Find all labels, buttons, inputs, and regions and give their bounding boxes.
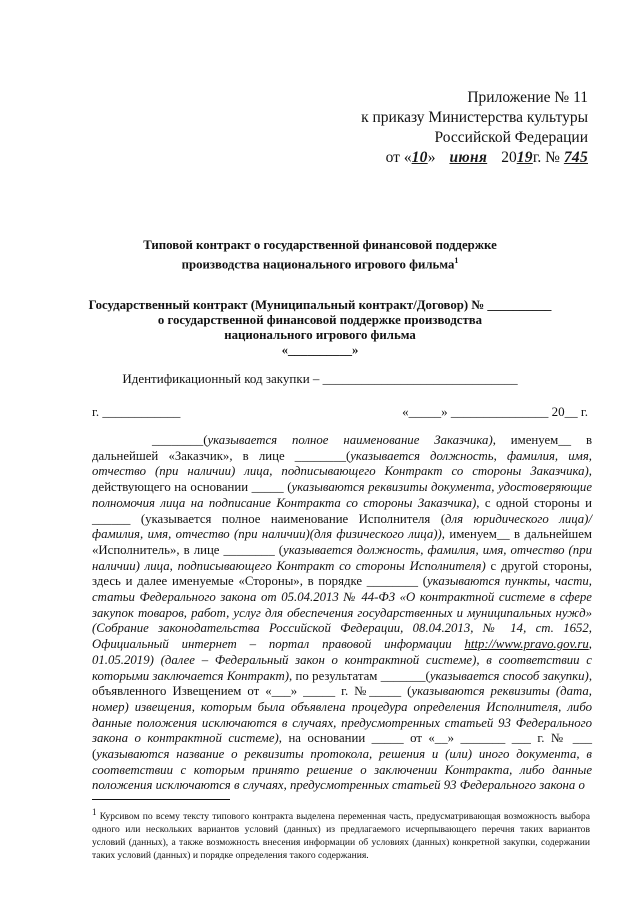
preamble-part-4: указывается должность, фамилия, имя, отчество (при наличии) лица, подписывающего Контракт со стороны Заказчика) xyxy=(92,448,592,479)
footnote-divider xyxy=(92,799,230,800)
preamble-part-2: указывается полное наименование Заказчика) xyxy=(207,433,493,447)
appendix-block xyxy=(288,88,588,168)
title-line-2-wrap xyxy=(0,253,640,272)
appendix-order: к приказу Министерства культуры xyxy=(361,109,588,126)
appendix-number: Приложение № 11 xyxy=(467,89,588,106)
preamble-part-15: указывается способ закупки) xyxy=(429,668,589,683)
handwritten-day: 10 xyxy=(411,149,428,166)
preamble-part-7: , с одной стороны и ______ (указывается полное наименование Исполнителя ( xyxy=(92,495,592,526)
year-label: г. № xyxy=(532,149,560,166)
preamble-part-6: указываются реквизиты документа, удостоверяющие полномочия лица на подписание Контракта со стороны Заказчика) xyxy=(92,480,592,510)
preamble-part-13: , 01.05.2019) (далее – Федеральный закон о контрактной системе), в соответствии с которыми заключается Контракт) xyxy=(92,637,592,683)
contract-preamble xyxy=(92,433,592,794)
preamble-part-18: , на основании _____ от «__» _______ ___ г. № ___ ( xyxy=(92,731,592,762)
document-title xyxy=(0,238,640,272)
preamble-part-16: , объявленного Извещением от «___» _____ г. №_____ ( xyxy=(92,668,593,699)
contract-line-3: национального игрового фильма xyxy=(224,328,416,342)
title-line-1: Типовой контракт о государственной финансовой поддержке xyxy=(143,238,497,252)
preamble-part-3: , именуем__ в дальнейшей «Заказчик», в лице ________( xyxy=(92,433,592,463)
contract-date: «_____» _______________ 20__ г. xyxy=(402,404,588,419)
preamble-part-5: , действующего на основании _____ ( xyxy=(92,464,592,495)
preamble-part-11: с другой стороны, здесь и далее именуемые «Стороны», в порядке ________ ( xyxy=(92,558,593,589)
preamble-part-17: указываются реквизиты (дата, номер) извещения, которым была объявлена процедура определения Исполнителя, либо данные положения исключаются в случаях, предусмотренных статьей 93 Федерального закона о контрактной системе) xyxy=(92,684,592,746)
preamble-part-10: указывается должность, фамилия, имя, отчество (при наличии) лица, подписывающего Контракт со стороны Исполнителя) xyxy=(92,542,592,573)
date-prefix: от « xyxy=(385,149,412,166)
date-close: » xyxy=(427,149,436,166)
preamble-part-19: указываются название о реквизиты протокола, решения и (или) иного документа, в соответствии с которым принято решение о заключении Контракта, либо данные положения исключаются в случаях, предусмотренных статьей 93 Федерального закона о xyxy=(92,747,592,793)
handwritten-month: июня xyxy=(449,149,488,166)
preamble-part-1: ________( xyxy=(152,433,208,447)
preamble-part-8: для юридического лица)/фамилия, имя, отчество (при наличии)(для физического лица)) xyxy=(92,511,592,542)
appendix-date-line xyxy=(288,148,588,168)
procurement-code: Идентификационный код закупки – ______________________________ xyxy=(122,371,518,386)
pravo-link[interactable]: http://www.pravo.gov.ru xyxy=(464,637,589,652)
contract-city: г. ____________ xyxy=(92,404,181,419)
handwritten-year: 19 xyxy=(516,149,533,166)
title-footnote-mark: 1 xyxy=(454,256,459,265)
handwritten-number: 745 xyxy=(563,149,588,166)
contract-heading xyxy=(0,298,640,358)
contract-line-1: Государственный контракт (Муниципальный контракт/Договор) № __________ xyxy=(88,298,552,312)
appendix-federation: Российской Федерации xyxy=(434,129,588,146)
contract-line-2: о государственной финансовой поддержке производства xyxy=(157,313,483,327)
preamble-part-14: , по результатам _______( xyxy=(288,668,430,683)
contract-line-4: «__________» xyxy=(281,343,359,357)
footnote xyxy=(92,806,590,862)
footnote-text: Курсивом по всему тексту типового контракта выделена переменная часть, предусматривающая возможность выбора одного или нескольких вариантов условий (данных) из предлагаемого исчерпывающего перечня таких вариантов условий (данных), а также возможность внесения информации об условиях (данных) конкретной закупки, содержании таких условий (данных) и порядке определения такого содержания. xyxy=(92,811,590,862)
footnote-mark: 1 xyxy=(92,807,97,817)
preamble-part-9: , именуем__ в дальнейшем «Исполнитель», в лице ________ ( xyxy=(92,527,592,557)
title-line-2: производства национального игрового фильма xyxy=(181,257,455,272)
preamble-part-12: указываются пункты, части, статьи Федерального закона от 05.04.2013 № 44-ФЗ «О контрактной системе в сфере закупок товаров, работ, услуг для обеспечения государственных и муниципальных нужд» (Собрание законодательства Российской Федерации, 08.04.2013, № 14, ст. 1652, Официальный интернет – портал правовой информации xyxy=(92,574,593,652)
year-prefix: 20 xyxy=(501,149,517,166)
